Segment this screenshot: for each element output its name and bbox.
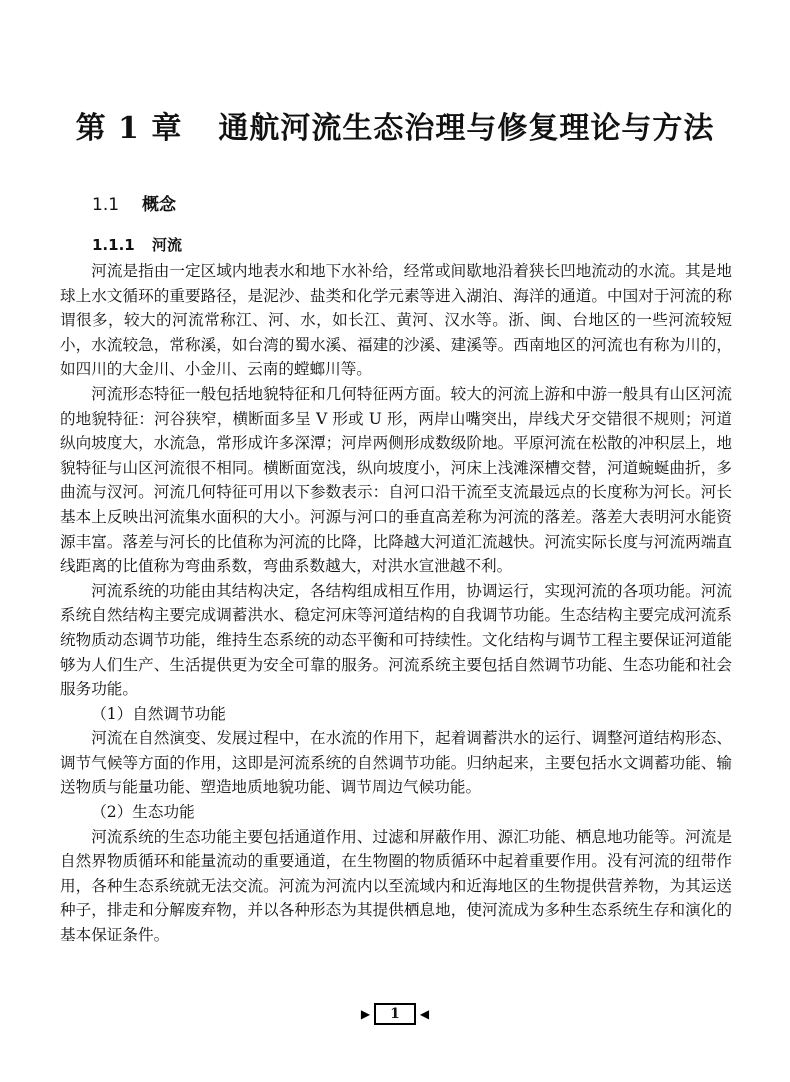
paragraph: 河流形态特征一般包括地貌特征和几何特征两方面。较大的河流上游和中游一般具有山区河流的地貌特征：河谷狭窄，横断面多呈 V 形或 U 形，两岸山嘴突出，岸线犬牙交错很不规则；河道纵向坡度大，水流急，常形成许多深潭；河岸两侧形成数级阶地。平原河流在松散的冲积层上，地貌特征与山区河流很不相同。横断面宽浅，纵向坡度小，河床上浅滩深槽交替，河道蜿蜒曲折，多曲流与汊河。河流几何特征可用以下参数表示：自河口沿干流至支流最远点的长度称为河长。河长基本上反映出河流集水面积的大小。河源与河口的垂直高差称为河流的落差。落差大表明河水能资源丰富。落差与河长的比值称为河流的比降，比降越大河道汇流越快。河流实际长度与河流两端直线距离的比值称为弯曲系数，弯曲系数越大，对洪水宣泄越不利。 <box>60 384 732 576</box>
chapter-number: 第 1 章 <box>75 111 183 146</box>
left-arrow-icon: ◀ <box>419 1007 430 1021</box>
section-heading <box>92 190 176 215</box>
paragraph: 河流系统的功能由其结构决定，各结构组成相互作用，协调运行，实现河流的各项功能。河流系统自然结构主要完成调蓄洪水、稳定河床等河道结构的自我调节功能。生态结构主要完成河流系统物质动态调节功能，维持生态系统的动态平衡和可持续性。文化结构与调节工程主要保证河道能够为人们生产、生活提供更为安全可靠的服务。河流系统主要包括自然调节功能、生态功能和社会服务功能。 <box>60 581 732 699</box>
section-number: 1.1 <box>92 195 120 215</box>
page-number-box <box>361 1003 429 1025</box>
item-heading: （1）自然调节功能 <box>91 704 226 723</box>
section-title: 概念 <box>142 195 176 215</box>
paragraph: 河流是指由一定区域内地表水和地下水补给，经常或间歇地沿着狭长凹地流动的水流。其是地球上水文循环的重要路径，是泥沙、盐类和化学元素等进入湖泊、海洋的通道。中国对于河流的称谓很多，较大的河流常称江、河、水，如长江、黄河、汉水等。浙、闽、台地区的一些河流较短小，水流较急，常称溪，如台湾的蜀水溪、福建的沙溪、建溪等。西南地区的河流也有称为川的，如四川的大金川、小金川、云南的螳螂川等。 <box>60 262 732 379</box>
chapter-title: 通航河流生态治理与修复理论与方法 <box>218 111 715 146</box>
paragraph: 河流系统的生态功能主要包括通道作用、过滤和屏蔽作用、源汇功能、栖息地功能等。河流是自然界物质循环和能量流动的重要通道，在生物圈的物质循环中起着重要作用。没有河流的纽带作用，各种生态系统就无法交流。河流为河流内以至流域内和近海地区的生物提供营养物，为其运送种子，排走和分解废弃物，并以各种形态为其提供栖息地，使河流成为多种生态系统生存和演化的基本保证条件。 <box>60 827 732 945</box>
subsection-heading <box>92 234 182 255</box>
subsection-number: 1.1.1 <box>92 236 135 254</box>
item-heading: （2）生态功能 <box>91 803 195 822</box>
paragraph: 河流在自然演变、发展过程中，在水流的作用下，起着调蓄洪水的运行、调整河道结构形态、调节气候等方面的作用，这即是河流系统的自然调节功能。归纳起来，主要包括水文调蓄功能、输送物质与能量功能、塑造地质地貌功能、调节周边气候功能。 <box>60 729 732 797</box>
page-footer <box>0 1003 790 1025</box>
right-arrow-icon: ▶ <box>360 1007 371 1021</box>
subsection-title: 河流 <box>152 236 183 254</box>
body-text <box>60 259 732 948</box>
chapter-heading <box>0 103 790 147</box>
page-number: 1 <box>374 1003 416 1025</box>
